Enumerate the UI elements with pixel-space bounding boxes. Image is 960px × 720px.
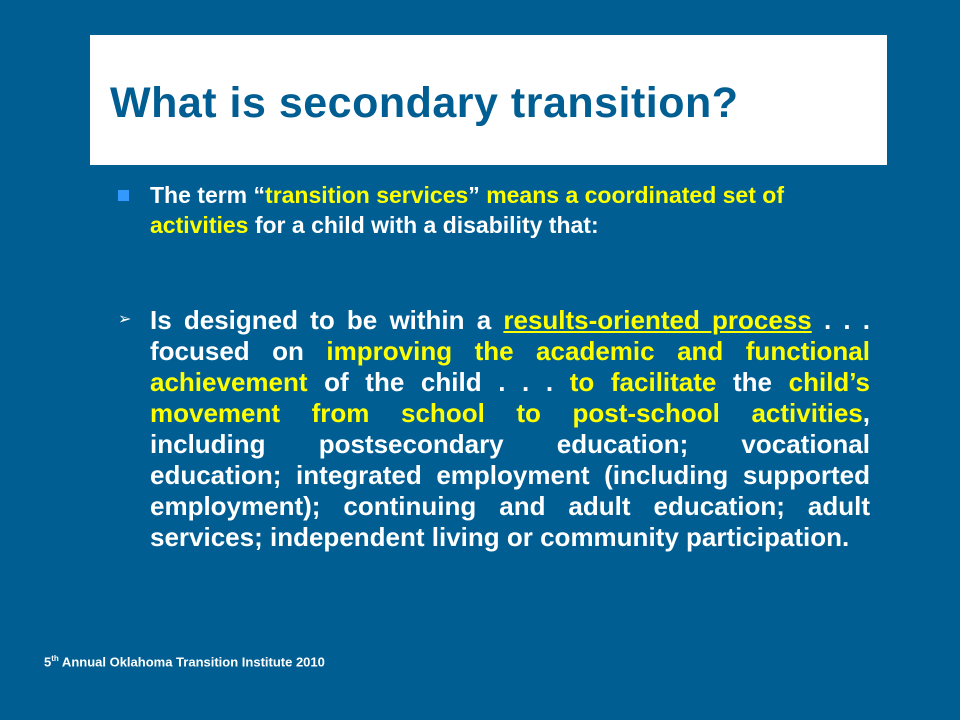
arrow-bullet-icon: ➢: [118, 309, 132, 328]
highlight-to-facilitate: to facilitate: [569, 367, 717, 397]
bullet-definition: [118, 180, 878, 240]
footer-suffix: th: [51, 654, 59, 663]
footer-number: 5: [44, 654, 52, 670]
footer-text: Annual Oklahoma Transition Institute 2010: [58, 654, 325, 670]
highlight-child-movement: child’s movement from school to post-school activities: [150, 367, 871, 428]
highlight-transition-services: transition services: [265, 182, 469, 208]
highlight-results-oriented: results-oriented process: [503, 305, 812, 335]
text-segment: ”: [468, 182, 487, 208]
slide-footer: [44, 654, 325, 669]
text-segment: . . . focused on: [150, 305, 871, 366]
title-box: [90, 35, 887, 165]
highlight-coordinated-activities: means a coordinated set of activities: [150, 182, 784, 238]
square-bullet-icon: [118, 190, 129, 201]
bullet-definition-text: [150, 180, 850, 240]
text-segment: the: [716, 367, 789, 397]
text-segment: Is designed to be within a: [150, 305, 504, 335]
slide-title: What is secondary transition?: [110, 78, 739, 127]
text-segment: The term “: [150, 182, 266, 208]
bullet-design-text: [150, 305, 870, 553]
bullet-design: [118, 305, 878, 553]
text-segment: , including postsecondary education; vocational education; integrated employment (including supported employment); continuing and adult education; adult services; independent living or community participation.: [150, 398, 870, 552]
text-segment: for a child with a disability that:: [248, 212, 599, 238]
highlight-improving-achievement: improving the academic and functional achievement: [150, 336, 870, 397]
text-segment: of the child . . .: [307, 367, 570, 397]
